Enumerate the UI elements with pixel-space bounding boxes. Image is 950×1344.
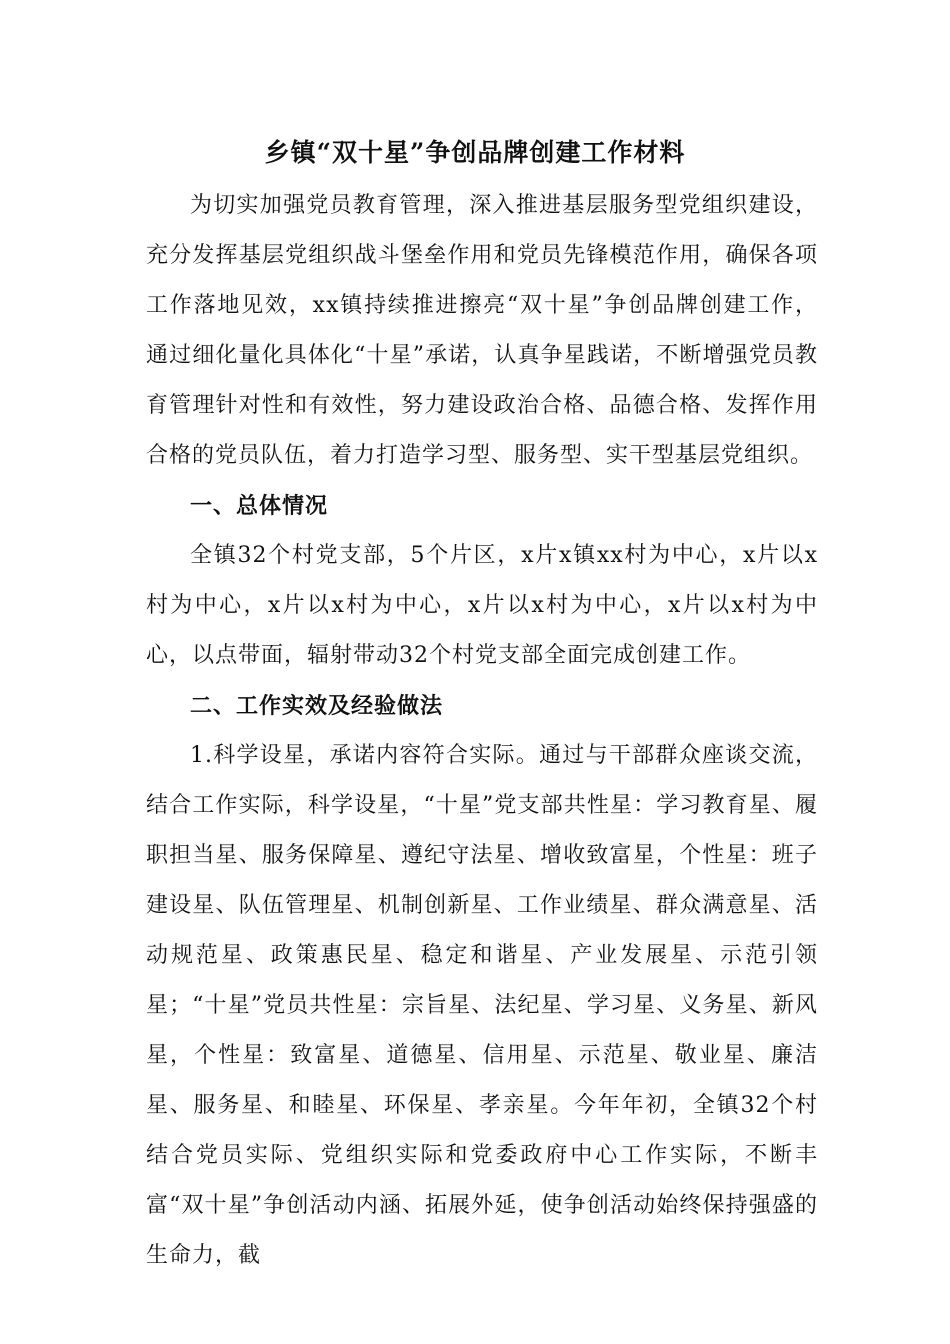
section-heading-results: 二、工作实效及经验做法 <box>190 693 444 719</box>
results-paragraph: 1.科学设星，承诺内容符合实际。通过与干部群众座谈交流，结合工作实际，科学设星，“十星”党支部共性星：学习教育星、履职担当星、服务保障星、遵纪守法星、增收致富星，个性星：班子建设星、队伍管理星、机制创新星、工作业绩星、群众满意星、活动规范星、政策惠民星、稳定和谐星、产业发展星、示范引领星；“十星”党员共性星：宗旨星、法纪星、学习星、义务星、新风星，个性星：致富星、道德星、信用星、示范星、敬业星、廉洁星、服务星、和睦星、环保星、孝亲星。今年年初，全镇32个村结合党员实际、党组织实际和党委政府中心工作实际，不断丰富“双十星”争创活动内涵、拓展外延，使争创活动始终保持强盛的生命力，截 <box>146 743 818 1268</box>
document-title: 乡镇“双十星”争创品牌创建工作材料 <box>264 138 686 167</box>
overview-paragraph: 全镇32个村党支部，5个片区，x片x镇xx村为中心，x片以x村为中心，x片以x村为中心，x片以x村为中心，x片以x村为中心，以点带面，辐射带动32个村党支部全面完成创建工作。 <box>146 543 818 668</box>
document-body <box>146 181 818 1281</box>
intro-paragraph: 为切实加强党员教育管理，深入推进基层服务型党组织建设，充分发挥基层党组织战斗堡垒作用和党员先锋模范作用，确保各项工作落地见效，xx镇持续推进擦亮“双十星”争创品牌创建工作，通过细化量化具体化“十星”承诺，认真争星践诺，不断增强党员教育管理针对性和有效性，努力建设政治合格、品德合格、发挥作用合格的党员队伍，着力打造学习型、服务型、实干型基层党组织。 <box>146 193 818 468</box>
section-heading-overview: 一、总体情况 <box>190 493 329 519</box>
